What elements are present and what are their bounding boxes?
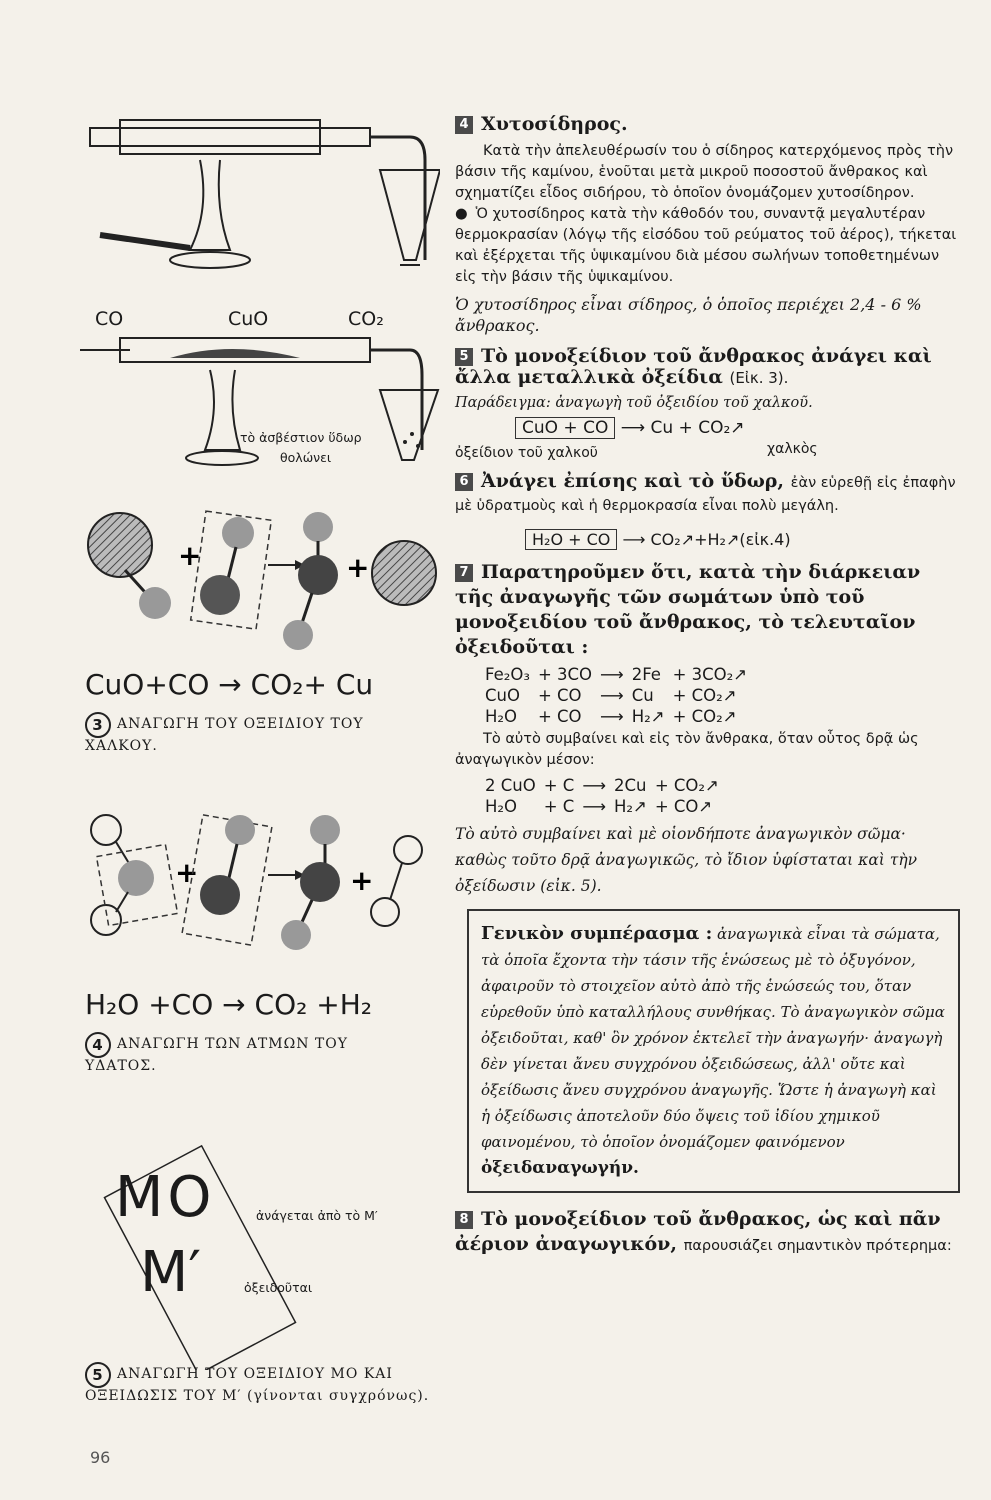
figure-5-letters-bottom: M′ <box>140 1240 202 1305</box>
section-6-heading <box>455 471 960 517</box>
figure-3-molecules <box>80 505 440 675</box>
eq-term: + CO↗ <box>654 797 713 816</box>
figure-4-caption-text: ΑΝΑΓΩΓΗ ΤΩΝ ΑΤΜΩΝ ΤΟΥ ΥΔΑΤΟΣ. <box>85 1036 348 1074</box>
section-5-equation-labels <box>455 443 960 465</box>
equation-row-2 <box>485 685 755 706</box>
equation-row-3 <box>485 706 755 727</box>
section-4-title: Χυτοσίδηρος. <box>481 113 628 135</box>
section-5-equation <box>515 418 960 439</box>
figure-column <box>80 100 440 1440</box>
section-4-heading <box>455 114 960 135</box>
figure-3-number: 3 <box>85 712 111 738</box>
figure-4-formula: H₂O +CO → CO₂ +H₂ <box>85 988 372 1021</box>
figure-4-number: 4 <box>85 1032 111 1058</box>
apparatus-top-illustration <box>80 100 440 300</box>
eq-term: + 3CO <box>537 665 593 684</box>
section-6-equation-rest: ⟶ CO₂↗+H₂↗(εἰκ.4) <box>622 530 791 549</box>
eq-term: 2Cu <box>613 776 647 795</box>
apparatus-bottom-illustration <box>80 330 440 480</box>
section-5-title: Τὸ μονοξείδιον τοῦ ἄνθρακος ἀνάγει καὶ ἄλλα μεταλλικὰ ὀξείδια <box>455 345 932 388</box>
eq-term: CuO <box>485 686 520 705</box>
eq-term: H₂↗ <box>631 707 665 726</box>
section-4-paragraph-3: Ὁ χυτοσίδηρος εἶναι σίδηρος, ὁ ὁποῖος περιέχει 2,4 - 6 % ἄνθρακος. <box>455 295 922 335</box>
section-5-ref: (Εἰκ. 3). <box>729 369 789 387</box>
limewater-label: τὸ ἀσβέστιον ὕδωρ <box>240 430 362 445</box>
section-5-equation-rest: ⟶ Cu + CO₂↗ <box>620 418 745 438</box>
text-column <box>455 110 960 1259</box>
section-7-equations <box>485 664 755 727</box>
gas-label-co: CO <box>95 308 124 330</box>
label-copper: χαλκὸς <box>767 441 818 457</box>
figure-5-caption-text: ΑΝΑΓΩΓΗ ΤΟΥ ΟΞΕΙΔΙΟΥ ΜΟ ΚΑΙ ΟΞΕΙΔΩΣΙΣ ΤΟΥ Μ′ (γίνονται συγχρόνως). <box>85 1366 430 1404</box>
figure-5-caption <box>85 1362 435 1404</box>
section-8-heading <box>455 1207 960 1259</box>
gas-label-cuo: CuO <box>228 308 269 330</box>
section-4-paragraph-1: Κατὰ τὴν ἀπελευθέρωσίν του ὁ σίδηρος κατερχόμενος πρὸς τὴν βάσιν τῆς καμίνου, ἑνοῦται μετὰ μικροῦ ποσοστοῦ ἄνθρακος καὶ σχηματίζει εἶδος σιδήρου, τὸ ὁποῖον ὀνομάζομεν χυτοσίδηρον. <box>455 143 954 201</box>
section-7-number: 7 <box>455 564 473 582</box>
eq-term: + CO <box>537 707 582 726</box>
figure-4-caption <box>85 1032 425 1074</box>
eq-term: + CO₂↗ <box>654 776 719 795</box>
section-8-text: παρουσιάζει σημαντικὸν πρότερημα: <box>683 1238 952 1254</box>
general-conclusion-box <box>467 909 960 1193</box>
eq-term: + C <box>543 797 575 816</box>
eq-arrow: ⟶ <box>582 776 606 795</box>
svg-text:+: + <box>346 551 370 584</box>
section-7-heading <box>455 560 960 660</box>
section-5-equation-boxed: CuO + CO <box>515 417 615 439</box>
svg-text:+: + <box>350 864 374 897</box>
eq-term: + CO <box>537 686 582 705</box>
svg-text:+: + <box>175 856 199 889</box>
eq-term: + CO₂↗ <box>672 707 737 726</box>
section-6-equation <box>525 529 960 550</box>
section-5-example: Παράδειγμα: ἀναγωγὴ τοῦ ὀξειδίου τοῦ χαλκοῦ. <box>455 395 813 411</box>
section-6-equation-boxed: H₂O + CO <box>525 529 617 550</box>
conclusion-heading: Γενικὸν συμπέρασμα : <box>481 923 713 944</box>
equation-row-1 <box>485 664 755 685</box>
eq-term: H₂O <box>485 707 518 726</box>
figure-3-formula: CuO+CO → CO₂+ Cu <box>85 668 374 701</box>
section-7-title: Παρατηροῦμεν ὅτι, κατὰ τὴν διάρκειαν τῆς ἀναγωγῆς τῶν σωμάτων ὑπὸ τοῦ μονοξειδίου τοῦ ἄνθρακος, τὸ τελευταῖον ὀξειδοῦται : <box>455 561 921 658</box>
section-6-number: 6 <box>455 473 473 491</box>
gas-label-co2: CO₂ <box>348 308 384 330</box>
eq-term: H₂↗ <box>613 797 647 816</box>
figure-5-letters-top: MO <box>115 1165 216 1230</box>
section-6-text: ἐὰν εὑρεθῇ εἰς ἐπαφὴν μὲ ὑδρατμοὺς καὶ ἡ θερμοκρασία εἶναι πολὺ μεγάλη. <box>455 475 956 514</box>
section-4-paragraph-2-text: Ὁ χυτοσίδηρος κατὰ τὴν κάθοδόν του, συναντᾷ μεγαλυτέραν θερμοκρασίαν (λόγῳ τῆς εἰσόδου τοῦ ρεύματος τοῦ ἀέρος), τήκεται καὶ ἐξέρχεται τῆς ὑψικαμίνου διὰ μέσου σωλήνων τοποθετημένων εἰς τὴν βάσιν τῆς ὑψικαμίνου. <box>455 206 957 285</box>
figure-5-label-reduced: ἀνάγεται ἀπὸ τὸ Μ′ <box>256 1208 378 1223</box>
eq-term: 2Fe <box>631 665 661 684</box>
section-5-heading <box>455 346 960 389</box>
eq-term: + 3CO₂↗ <box>672 665 748 684</box>
eq-arrow: ⟶ <box>600 707 624 726</box>
carbon-equation-row-1 <box>485 775 727 796</box>
figure-5-number: 5 <box>85 1362 111 1388</box>
eq-term: H₂O <box>485 797 518 816</box>
eq-arrow: ⟶ <box>600 665 624 684</box>
section-4-number: 4 <box>455 116 473 134</box>
page-number: 96 <box>90 1448 111 1467</box>
label-copper-oxide: ὀξείδιον τοῦ χαλκοῦ <box>455 445 598 461</box>
figure-3-caption <box>85 712 425 754</box>
conclusion-text: ἀναγωγικὰ εἶναι τὰ σώματα, τὰ ὁποῖα ἔχοντα τὴν τάσιν τῆς ἑνώσεως μὲ τὸ ὀξυγόνον, ἀφαιροῦν τὸ στοιχεῖον αὐτὸ ἀπὸ τῆς ἑνώσεώς του, ὅταν εὑρεθοῦν ὑπὸ καταλλήλους συνθήκας. Τὸ ἀναγωγικὸν σῶμα ὀξειδοῦται, καθ' ὃν χρόνον ἐκτελεῖ τὴν ἀναγωγήν· ἀναγωγὴ δὲν γίνεται ἄνευ συγχρόνου ὀξειδώσεως, ἀλλ' οὔτε καὶ ὀξείδωσις ἄνευ συγχρόνου ἀναγωγῆς. Ὥστε ἡ ἀναγωγὴ καὶ ἡ ὀξείδωσις ἀποτελοῦν δύο ὄψεις τοῦ ἰδίου χημικοῦ φαινομένου, τὸ ὁποῖον ὀνομάζομεν φαινόμενον <box>481 925 945 1151</box>
section-8-number: 8 <box>455 1211 473 1229</box>
eq-term: Fe₂O₃ <box>485 665 530 684</box>
eq-arrow: ⟶ <box>600 686 624 705</box>
figure-5-label-oxidized: ὀξειδοῦται <box>244 1280 313 1295</box>
section-7-carbon-equations <box>485 775 727 817</box>
section-4-paragraph-2 <box>455 204 960 288</box>
figure-3-caption-text: ΑΝΑΓΩΓΗ ΤΟΥ ΟΞΕΙΔΙΟΥ ΤΟΥ ΧΑΛΚΟΥ. <box>85 716 364 754</box>
section-6-title: Ἀνάγει ἐπίσης καὶ τὸ ὕδωρ, <box>481 470 785 492</box>
eq-term: + CO₂↗ <box>672 686 737 705</box>
figure-4-molecules <box>80 800 440 990</box>
eq-term: + C <box>543 776 575 795</box>
section-7-carbon-text: Τὸ αὐτὸ συμβαίνει καὶ εἰς τὸν ἄνθρακα, ὅταν οὗτος δρᾷ ὡς ἀναγωγικὸν μέσον: <box>455 731 919 768</box>
eq-term: Cu <box>631 686 654 705</box>
conclusion-term: ὀξειδαναγωγήν. <box>481 1158 639 1178</box>
limewater-label-2: θολώνει <box>280 450 332 465</box>
section-5-number: 5 <box>455 348 473 366</box>
eq-term: 2 CuO <box>485 776 536 795</box>
svg-text:+: + <box>178 539 202 572</box>
eq-arrow: ⟶ <box>582 797 606 816</box>
section-7-italic-text: Τὸ αὐτὸ συμβαίνει καὶ μὲ οἱονδήποτε ἀναγωγικὸν σῶμα· καθὼς τοῦτο δρᾷ ἀναγωγικῶς, τὸ ἴδιον ὑφίσταται καὶ τὴν ὀξείδωσιν (εἰκ. 5). <box>455 825 918 895</box>
section-8-title: Τὸ μονοξείδιον τοῦ ἄνθρακος, ὡς καὶ πᾶν ἀέριον ἀναγωγικόν, <box>455 1208 941 1255</box>
carbon-equation-row-2 <box>485 796 727 817</box>
